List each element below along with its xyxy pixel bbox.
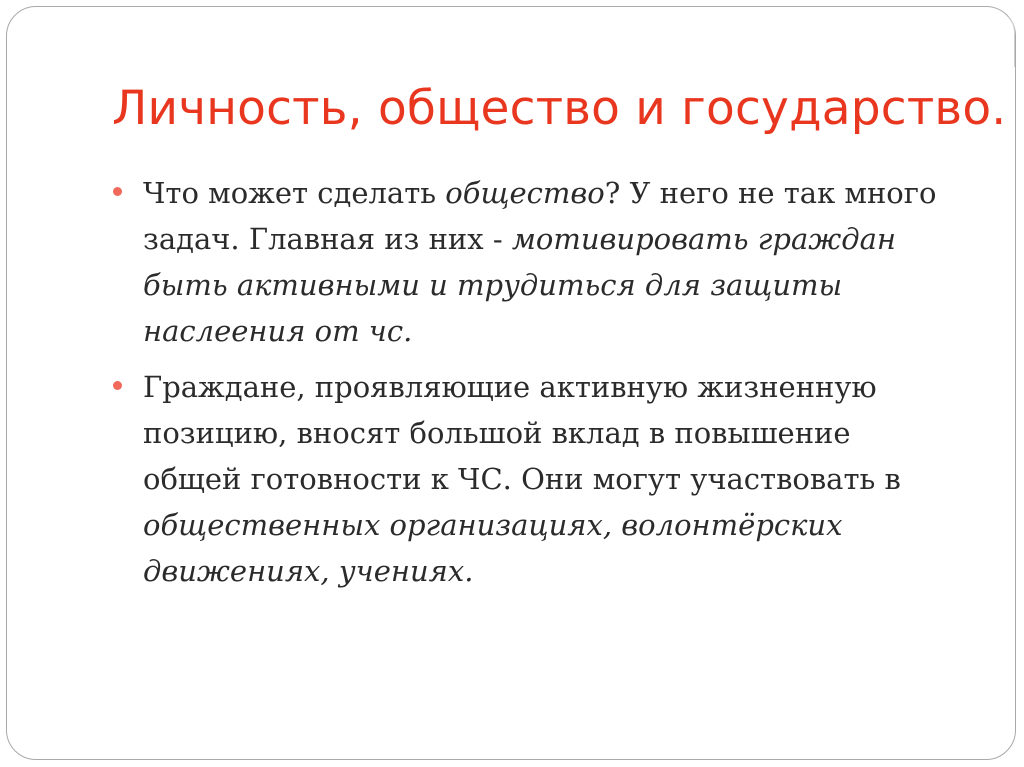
bullet-dot-icon: [113, 381, 122, 390]
bullet-text-segment-italic: общество: [445, 176, 605, 210]
bullet-item: [113, 364, 953, 594]
bullet-list: [113, 170, 953, 604]
bullet-text-segment: ? У него не так много задач. Главная из них -: [143, 176, 937, 256]
bullet-text-segment-italic: общественных организациях, волонтёрских движениях, учениях.: [143, 508, 843, 588]
bullet-text-segment: Что может сделать: [143, 176, 446, 210]
bullet-text-segment-italic: мотивировать граждан быть активными и трудиться для защиты наслеения от чс.: [143, 222, 897, 348]
bullet-item: [113, 170, 953, 354]
slide-title: Личность, общество и государство.: [112, 81, 1007, 136]
page-curl-decoration: [984, 7, 1015, 67]
bullet-dot-icon: [113, 187, 122, 196]
bullet-text-segment: Граждане, проявляющие активную жизненную позицию, вносят большой вклад в повышение общей готовности к ЧС. Они могут участвовать в: [143, 370, 901, 496]
